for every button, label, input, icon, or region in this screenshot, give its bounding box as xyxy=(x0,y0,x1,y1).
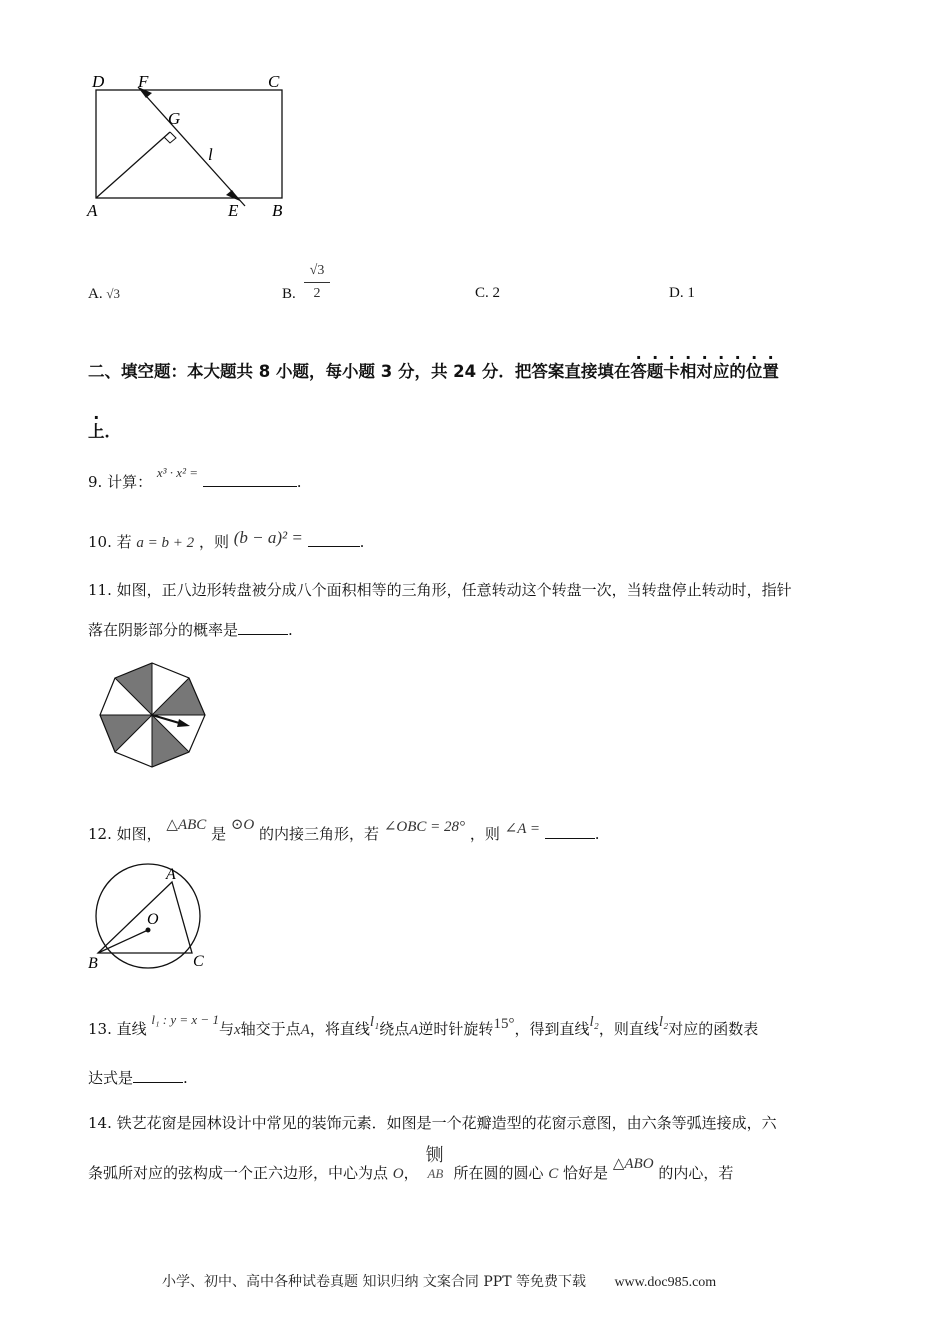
option-a-label: A. xyxy=(88,286,103,302)
center-point-o xyxy=(146,928,151,933)
q14-arc-mark: 铡 xyxy=(425,1145,444,1166)
q12-ask: ∠A = xyxy=(504,821,540,837)
q13-l1: l₁ xyxy=(369,1014,380,1030)
q12-answer-blank[interactable] xyxy=(545,822,595,839)
option-d: D. 1 xyxy=(669,285,695,301)
option-b-numerator: √3 xyxy=(304,260,330,283)
q12-number: 12. 如图， xyxy=(88,825,162,843)
footer-site[interactable]: www.doc985.com xyxy=(614,1275,717,1290)
emph-char: 卡 xyxy=(663,362,680,381)
section2-heading-line2 xyxy=(88,418,121,442)
question-11-line2 xyxy=(88,618,293,641)
q12-end: . xyxy=(594,825,600,843)
q14-comma: ， xyxy=(403,1164,419,1182)
q13-l2b: l₂ xyxy=(658,1014,669,1030)
q13-end: . xyxy=(183,1069,188,1087)
q12-circle: ⊙O xyxy=(230,817,255,833)
q10-condition: a = b + 2 xyxy=(136,535,195,551)
q10-answer-blank[interactable] xyxy=(308,530,360,547)
q12-text2: 的内接三角形，若 xyxy=(259,825,380,843)
emph-char: 应 xyxy=(712,362,730,381)
q13-text4: 绕点 xyxy=(379,1020,410,1038)
option-b-fraction xyxy=(304,260,330,305)
q14-point-o: O xyxy=(392,1166,404,1182)
q11-end: . xyxy=(288,621,293,639)
q10-mid: ，则 xyxy=(198,533,229,551)
option-b-denominator: 2 xyxy=(313,286,321,301)
option-a xyxy=(88,286,120,303)
q13-text1: 与 xyxy=(218,1020,234,1038)
pointer-arrowhead xyxy=(177,719,190,727)
question-9 xyxy=(88,465,302,494)
page-footer xyxy=(162,1271,716,1291)
label-b: B xyxy=(272,201,283,220)
q13-line2-text: 达式是 xyxy=(88,1069,134,1087)
option-c: C. 2 xyxy=(475,285,501,301)
label-b: B xyxy=(88,955,98,972)
q9-expression: x³ · x² = xyxy=(156,465,198,480)
option-b-label: B. xyxy=(282,286,296,302)
section2-heading xyxy=(88,358,779,382)
q13-point-a: A xyxy=(300,1022,310,1038)
q14-text2: 所在圆的圆心 xyxy=(453,1164,544,1182)
q12-triangle: △ABC xyxy=(166,817,207,833)
q11-line2-text: 落在阴影部分的概率是 xyxy=(88,621,239,639)
q13-degree: 15° xyxy=(493,1016,515,1032)
q14-point-c: C xyxy=(548,1166,559,1182)
emph-char: 位 xyxy=(745,362,763,381)
q11-answer-blank[interactable] xyxy=(238,618,288,635)
label-l: l xyxy=(208,145,213,164)
q13-number: 13. 直线 xyxy=(88,1020,147,1038)
arrowhead-e xyxy=(226,190,240,201)
q14-text3: 恰好是 xyxy=(563,1164,609,1182)
rectangle-figure xyxy=(80,68,310,228)
section2-heading-end: ． xyxy=(104,422,121,441)
q13-line: l₁ : y = x − 1 xyxy=(151,1012,219,1027)
question-13-line2 xyxy=(88,1066,188,1089)
q10-number: 10. 若 xyxy=(88,533,132,551)
label-e: E xyxy=(228,201,239,220)
label-d: D xyxy=(92,72,105,91)
q13-text2: 轴交于点 xyxy=(240,1020,301,1038)
q13-text8: 对应的函数表 xyxy=(668,1020,759,1038)
section2-heading-text: 二、填空题：本大题共 8 小题，每小题 3 分，共 24 分．把答案直接填在 xyxy=(88,362,631,381)
q12-text1: 是 xyxy=(211,825,227,843)
question-14-line2 xyxy=(88,1145,734,1185)
q9-number: 9. 计算： xyxy=(88,473,153,491)
q12-text3: ，则 xyxy=(469,825,500,843)
question-13 xyxy=(88,1012,759,1041)
label-o: O xyxy=(147,911,159,928)
q13-text7: ，则直线 xyxy=(598,1020,659,1038)
q14-arc xyxy=(423,1145,453,1185)
emph-char: 相 xyxy=(679,362,697,381)
octagon-spinner-figure xyxy=(86,650,222,786)
q13-x: x xyxy=(233,1022,241,1038)
label-a: A xyxy=(87,201,98,220)
question-10 xyxy=(88,530,364,554)
q10-end: . xyxy=(359,533,365,551)
emph-char: 上 xyxy=(88,422,105,441)
q13-point-a2: A xyxy=(409,1022,419,1038)
label-a: A xyxy=(166,866,176,883)
question-14-line1: 14. 铁艺花窗是园林设计中常见的装饰元素．如图是一个花瓣造型的花窗示意图，由六条等弧连接成，六 xyxy=(88,1114,777,1132)
segment-ag xyxy=(96,132,170,198)
q14-text4: 的内心，若 xyxy=(658,1164,734,1182)
footer-text: 小学、初中、高中各种试卷真题 知识归纳 文案合同 PPT 等免费下载 xyxy=(162,1274,586,1290)
q13-answer-blank[interactable] xyxy=(133,1066,183,1083)
emph-char: 置 xyxy=(762,362,779,381)
q13-text6: ，得到直线 xyxy=(514,1020,590,1038)
q12-condition: ∠OBC = 28° xyxy=(383,819,466,835)
label-f: F xyxy=(138,72,149,91)
label-g: G xyxy=(168,109,181,128)
emph-char: 对 xyxy=(696,362,713,381)
inscribed-triangle-figure xyxy=(82,862,222,972)
q9-end: . xyxy=(296,473,302,491)
q14-arc-label: AB xyxy=(427,1166,444,1181)
q13-text5: 逆时针旋转 xyxy=(418,1020,494,1038)
q14-triangle: △ABO xyxy=(612,1156,654,1172)
triangle-abc xyxy=(98,882,192,953)
label-c: C xyxy=(193,953,204,970)
right-angle-mark xyxy=(164,132,176,143)
emph-char: 的 xyxy=(729,362,746,381)
emph-char: 答 xyxy=(630,362,647,381)
question-11-line1: 11. 如图，正八边形转盘被分成八个面积相等的三角形，任意转动这个转盘一次，当转盘停止转动时，指针 xyxy=(88,581,792,599)
label-c: C xyxy=(268,72,280,91)
option-a-value: √3 xyxy=(106,286,120,301)
q9-answer-blank[interactable] xyxy=(203,470,297,487)
q13-l2: l₂ xyxy=(589,1014,599,1030)
segment-ob xyxy=(98,930,148,953)
question-12 xyxy=(88,817,600,846)
emph-char: 题 xyxy=(646,362,664,381)
q14-text1: 条弧所对应的弦构成一个正六边形，中心为点 xyxy=(88,1164,389,1182)
q13-text3: ，将直线 xyxy=(309,1020,370,1038)
q10-expression: (b − a)² = xyxy=(233,528,303,547)
